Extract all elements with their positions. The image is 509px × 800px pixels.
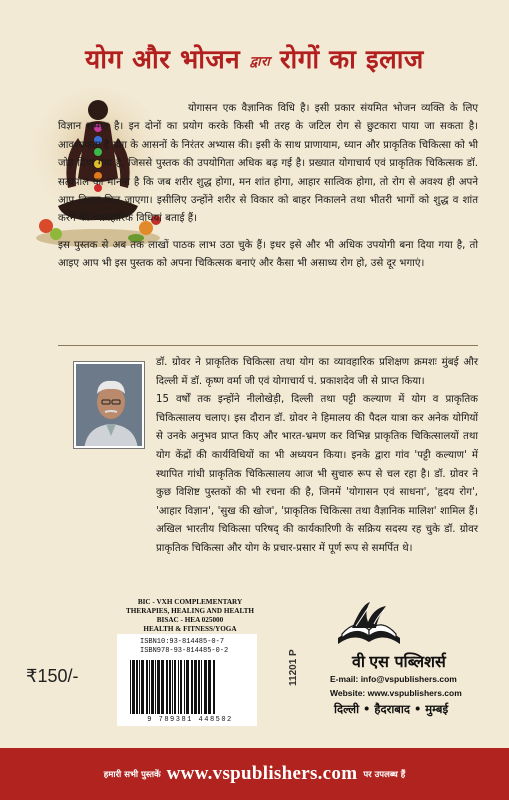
catalog-code: 11201 P	[288, 649, 299, 686]
author-bio	[58, 354, 478, 559]
barcode-bar	[213, 660, 215, 714]
barcode-bar	[169, 660, 171, 714]
title-main-right: रोगों का इलाज	[279, 45, 424, 75]
publisher-name	[352, 650, 446, 672]
divider	[58, 345, 478, 346]
barcode-bar	[136, 660, 138, 714]
barcode-bar	[201, 660, 202, 714]
title-connector: द्वारा	[249, 54, 271, 70]
barcode-bar	[146, 660, 148, 714]
barcode-bar	[194, 660, 197, 714]
barcode-bar	[149, 660, 150, 714]
bio-paragraph-2: 15 वर्षों तक इन्होंने नीलोखेड़ी, दिल्ली तथा पट्टी कल्याण में योग व प्राकृतिक चिकित्सालय चलाए। इस दौरान डॉ. ग्रोवर ने हिमालय की पैदल यात्रा कर अनेक योगियों से उनके अनुभव प्राप्त किए और भारत-भ्रमण कर विभिन्न प्राकृतिक चिकित्सालयों तथा योग केंद्रों की कार्यविधियों का भी अध्ययन किया। इनके द्वारा गांव 'पट्टी कल्याण' में स्थापित गांधी प्राकृतिक चिकित्सालय आज भी सुचारु रूप से चल रहा है। डॉ. ग्रोवर ने कुछ विशिष्ट पुस्तकों की भी रचना की है, जिनमें 'योगासन एवं साधना', 'हृदय रोग', 'आहार विज्ञान', 'सुख की खोज', 'प्राकृतिक चिकित्सा तथा वैज्ञानिक मालिश' शामिल हैं। अखिल भारतीय चिकित्सा परिषद् की कार्यकारिणी के सक्रिय सदस्य रह चुके डॉ. ग्रोवर प्राकृतिक चिकित्सा और योग के प्रचार-प्रसार में पूर्ण रूप से समर्पित थे।	[156, 394, 478, 554]
publisher-email[interactable]: E-mail: info@vspublishers.com	[330, 674, 457, 684]
publisher-contact	[330, 672, 500, 700]
barcode-bar	[174, 660, 176, 714]
barcode-bar	[157, 660, 160, 714]
intro-paragraph-2: इस पुस्तक से अब तक लाखों पाठक लाभ उठा चुके हैं। इधर इसे और भी अधिक उपयोगी बना दिया गया है, तो आइए आप भी इस पुस्तक को अपना चिकित्सक बनाएं और कैसा भी असाध्य रोग हो, उसे दूर भगाएं।	[58, 239, 478, 270]
barcode-bar	[130, 660, 131, 714]
intro-paragraph-1: योगासन एक वैज्ञानिक विधि है। इसी प्रकार संयमित भोजन व्यक्ति के लिए विज्ञान सम्मत है। इन दोनों का प्रयोग करके किसी भी तरह के जटिल रोग से छुटकारा पाया जा सकता है। आवश्यकता है योग के आसनों के निरंतर अभ्यास की। इसी के साथ प्राणायाम, ध्यान और प्राकृतिक चिकित्सा को भी जोड़ दिया गया है, जिससे पुस्तक की उपयोगिता अधिक बढ़ गई है। प्रख्यात योगाचार्य एवं प्राकृतिक चिकित्सक डॉ. सत्यपाल का मानना है कि जब शरीर शुद्ध होगा, मन शांत होगा, आहार सात्विक होगा, तो रोग से अवश्य ही अपने आप निदान मिल जाएगा। इसीलिए उन्होंने शरीर से विकार को बाहर निकालने तथा भीतरी भागों को शुद्ध व शांत करने की व्यावहारिक विधियां बताई हैं।	[58, 103, 478, 225]
barcode-bar	[184, 660, 185, 714]
classification-codes	[120, 598, 260, 634]
barcode-bar	[198, 660, 200, 714]
bisac-line-2: HEALTH & FITNESS/YOGA	[143, 625, 237, 633]
barcode-bar	[139, 660, 140, 714]
price: ₹150/-	[26, 666, 79, 686]
footer-banner	[0, 748, 509, 800]
isbn10: ISBN10:93-814485-0-7	[140, 638, 225, 646]
publisher-cities: दिल्ली • हैदराबाद • मुम्बई	[334, 702, 449, 716]
barcode-bar	[180, 660, 182, 714]
barcode-bar	[141, 660, 144, 714]
isbn-block	[140, 638, 250, 656]
bio-paragraph-1: डॉ. ग्रोवर ने प्राकृतिक चिकित्सा तथा योग का व्यावहारिक प्रशिक्षण क्रमशः मुंबई और दिल्ली में डॉ. कृष्ण वर्मा जी एवं योगाचार्य पं. प्रकाशदेव जी से प्राप्त किया।	[156, 357, 478, 387]
barcode-bar	[186, 660, 189, 714]
bic-line-2: THERAPIES, HEALING AND HEALTH	[126, 607, 254, 615]
barcode-bar	[204, 660, 207, 714]
footer-pre-text: हमारी सभी पुस्तकें	[103, 769, 161, 780]
barcode-bar	[172, 660, 173, 714]
barcode-bar	[132, 660, 135, 714]
barcode-bar	[178, 660, 179, 714]
barcode-bar	[155, 660, 156, 714]
publisher-name-part2: एस पब्लिशर्स	[369, 652, 446, 671]
isbn13: ISBN978-93-814485-0-2	[140, 647, 229, 655]
barcode-bars	[128, 660, 252, 714]
intro-text	[58, 100, 478, 274]
footer-post-text: पर उपलब्ध हैं	[363, 769, 406, 780]
barcode-bar	[166, 660, 168, 714]
title-main-left: योग और भोजन	[85, 45, 241, 75]
barcode-bar	[191, 660, 193, 714]
footer-website-link[interactable]: www.vspublishers.com	[166, 763, 358, 784]
bisac-line: BISAC - HEA 025000	[156, 616, 224, 624]
barcode-digits: 9 789381 448502	[147, 716, 233, 724]
barcode-bar	[151, 660, 154, 714]
publisher-name-part1: वी	[352, 652, 366, 671]
barcode-bar	[208, 660, 211, 714]
bic-line-1: BIC - VXH COMPLEMENTARY	[137, 598, 243, 606]
barcode-bar	[161, 660, 164, 714]
publisher-website[interactable]: Website: www.vspublishers.com	[330, 688, 462, 698]
book-title	[0, 40, 509, 76]
